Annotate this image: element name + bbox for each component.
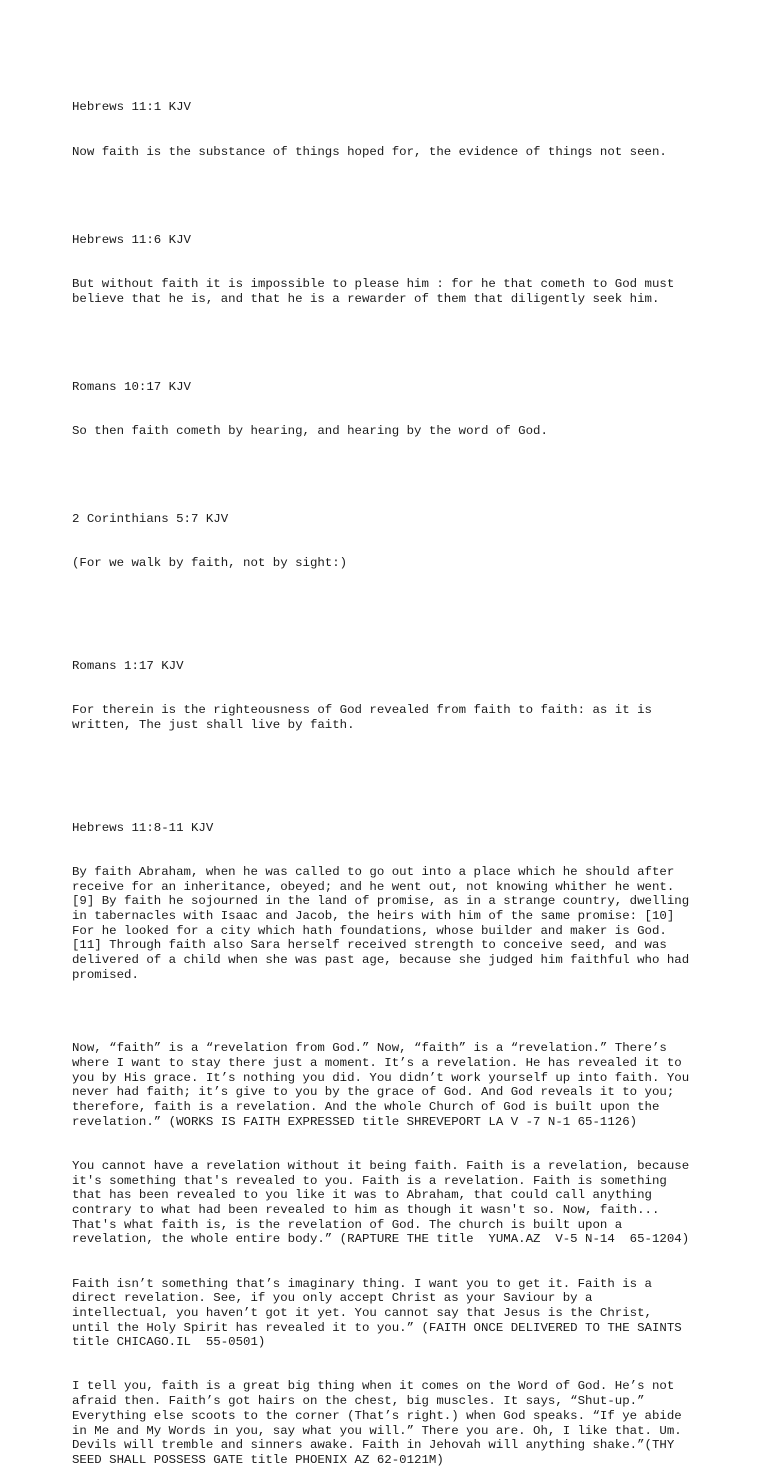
- scripture-reference: Romans 1:17 KJV: [72, 659, 184, 674]
- scripture-hebrews-11-6: [72, 203, 712, 335]
- quote-thy-seed-shall-possess-gate: I tell you, faith is a great big thing when it comes on the Word of God. He’s not afraid then. Faith’s got hairs on the chest, big muscles. It says, “Shut-up.” Everything else scoots to the corner (That’s right.) when God speaks. “If ye abide in Me and My Words in you, say what you will.” There you are. Oh, I like that. Um. Devils will tremble and sinners awake. Faith in Jehovah will anything shake.”(THY SEED SHALL POSSESS GATE title PHOENIX AZ 62-0121M): [72, 1379, 682, 1467]
- quote-works-is-faith-expressed: Now, “faith” is a “revelation from God.” Now, “faith” is a “revelation.” There’s where I want to stay there just a moment. It’s a revelation. He has revealed it to you by His grace. It’s nothing you did. You didn’t work yourself up into faith. You never had faith; it’s give to you by the grace of God. And God reveals it to you; therefore, faith is a revelation. And the whole Church of God is built upon the revelation.” (WORKS IS FAITH EXPRESSED title SHREVEPORT LA V -7 N-1 65-1126): [72, 1041, 690, 1129]
- scripture-reference: Hebrews 11:1 KJV: [72, 100, 191, 115]
- document-page: [72, 71, 712, 1468]
- scripture-reference: Romans 10:17 KJV: [72, 379, 191, 394]
- scripture-romans-10-17: [72, 350, 712, 468]
- scripture-text: By faith Abraham, when he was called to go out into a place which he should after receive for an inheritance, obeyed; and he went out, not knowing whither he went. [9] By faith he sojourned in the land of promise, as in a strange country, dwelling in tabernacles with Isaac and Jacob, the heirs with him of the same promise: [10] For he looked for a city which hath foundations, whose builder and maker is God. [11] Through faith also Sara herself received strength to conceive seed, and was delivered of a child when she was past age, because she judged him faithful who had promised.: [72, 864, 690, 982]
- scripture-text: But without faith it is impossible to please him : for he that cometh to God must believe that he is, and that he is a rewarder of them that diligently seek him.: [72, 276, 675, 306]
- scripture-romans-1-17: [72, 630, 712, 762]
- scripture-hebrews-11-1: [72, 71, 712, 189]
- quote-rapture: You cannot have a revelation without it being faith. Faith is a revelation, because it's something that's revealed to you. Faith is a revelation. Faith is something that has been revealed to you like it was to Abraham, that could call anything contrary to what had been revealed to him as though it wasn't so. Now, faith... That's what faith is, is the revelation of God. The church is built upon a revelation, the whole entire body.” (RAPTURE THE title YUMA.AZ V-5 N-14 65-1204): [72, 1158, 690, 1247]
- quote-faith-once-delivered: Faith isn’t something that’s imaginary thing. I want you to get it. Faith is a direct revelation. See, if you only accept Christ as your Saviour by a intellectual, you haven’t got it yet. You cannot say that Jesus is the Christ, until the Holy Spirit has revealed it to you.” (FAITH ONCE DELIVERED TO THE SAINTS title CHICAGO.IL 55-0501): [72, 1276, 682, 1350]
- scripture-text: (For we walk by faith, not by sight:): [72, 556, 348, 571]
- scripture-text: Now faith is the substance of things hoped for, the evidence of things not seen.: [72, 144, 667, 159]
- scripture-2-corinthians-5-7: [72, 483, 712, 601]
- scripture-text: So then faith cometh by hearing, and hearing by the word of God.: [72, 423, 548, 438]
- scripture-reference: Hebrews 11:6 KJV: [72, 232, 191, 247]
- scripture-reference: Hebrews 11:8-11 KJV: [72, 820, 214, 835]
- scripture-reference: 2 Corinthians 5:7 KJV: [72, 512, 229, 527]
- scripture-text: For therein is the righteousness of God revealed from faith to faith: as it is written, The just shall live by faith.: [72, 703, 652, 732]
- scripture-hebrews-11-8-11: [72, 791, 712, 1012]
